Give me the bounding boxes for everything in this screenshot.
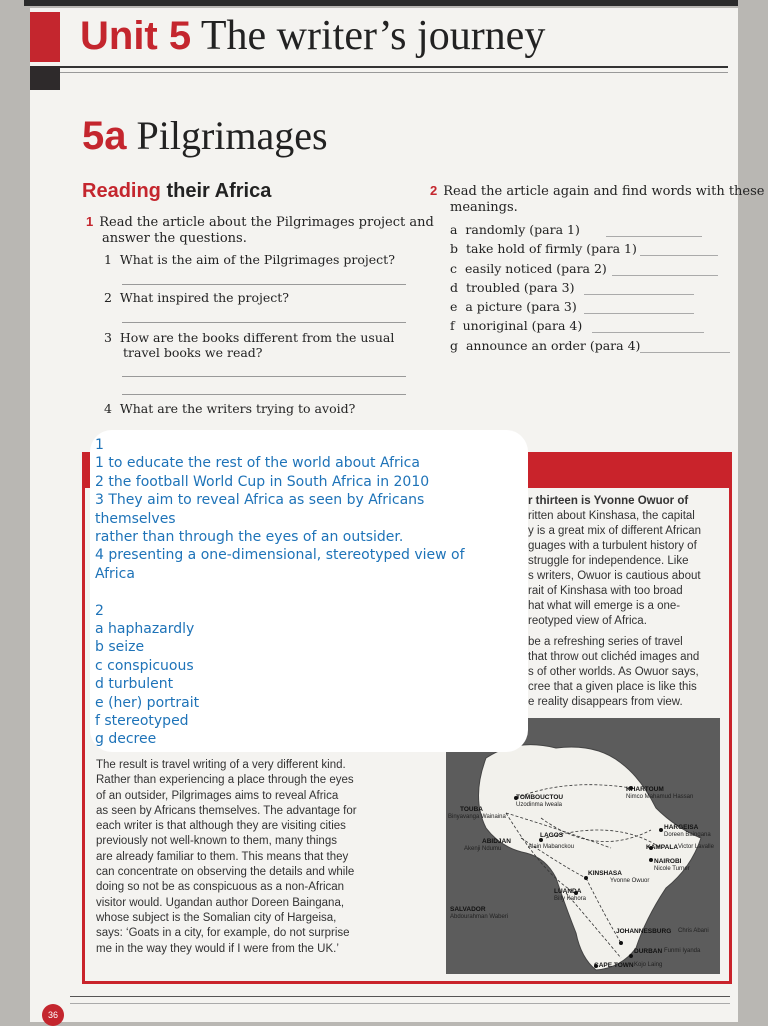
vocab-text: randomly (para 1) xyxy=(465,222,580,237)
city-label: LAGOS xyxy=(540,832,564,839)
city-marker xyxy=(629,954,633,958)
answer-line xyxy=(122,394,406,395)
article-line: cree that a given place is like this xyxy=(528,681,697,693)
article-line: rait of Kinshasa with too broad xyxy=(528,585,683,597)
vocab-text: troubled (para 3) xyxy=(465,280,575,295)
question-4 xyxy=(104,401,355,416)
article-left-column xyxy=(96,758,357,957)
city-label: KHARTOUM xyxy=(626,786,664,793)
article-line: e reality disappears from view. xyxy=(528,696,683,708)
answer-line xyxy=(592,332,704,333)
city-marker xyxy=(649,858,653,862)
article-line: hat what will emerge is a one- xyxy=(528,600,681,612)
question-number: 1 xyxy=(104,252,112,267)
article-line: visitor would. Ugandan author Doreen Baingana, xyxy=(96,896,345,909)
answer-heading-2: 2 xyxy=(95,602,104,619)
answer-line: 1 to educate the rest of the world about Africa xyxy=(95,455,420,472)
article-line: of an outsider, Pilgrimages aims to reveal Africa xyxy=(96,789,339,802)
article-line: that throw out clichéd images and xyxy=(528,651,700,663)
answer-line xyxy=(640,255,718,256)
exercise-1-instruction xyxy=(86,214,434,247)
writer-label: Akenji Ndumu xyxy=(464,846,502,852)
unit-title xyxy=(80,12,545,60)
article-line: The result is travel writing of a very different kind. xyxy=(96,759,346,771)
writer-label: Nimco Mahamud Hassan xyxy=(626,794,694,800)
unit-tab-dark xyxy=(30,66,60,90)
vocab-item-a xyxy=(450,222,580,237)
page-number-badge: 36 xyxy=(42,1004,64,1026)
section-number: 5a xyxy=(82,114,127,158)
exercise-2-number: 2 xyxy=(430,183,438,198)
unit-tab-red xyxy=(30,12,60,62)
writer-label: Victor Lavalle xyxy=(678,844,714,850)
city-label: KAMPALA xyxy=(646,844,679,851)
header-rule-thin xyxy=(60,72,728,73)
question-text: How are the books different from the usual xyxy=(119,330,395,345)
answer-line: Africa xyxy=(95,565,135,582)
answer-line xyxy=(584,294,694,295)
background-edge xyxy=(24,0,738,6)
article-line: y is a great mix of different African xyxy=(528,525,702,537)
footer-rule-thin xyxy=(70,1003,730,1004)
answer-line xyxy=(606,236,702,237)
question-number: 2 xyxy=(104,290,112,305)
city-label: HARGEISA xyxy=(664,824,699,831)
question-2 xyxy=(104,290,289,305)
header-rule xyxy=(60,66,728,68)
answer-line xyxy=(122,322,406,323)
writer-label: Yvonne Owuor xyxy=(610,878,650,884)
answer-line: rather than through the eyes of an outsider. xyxy=(95,529,404,545)
article-line: says: ‘Goats in a city, for example, do not surprise xyxy=(96,927,350,940)
vocab-text: unoriginal (para 4) xyxy=(462,318,583,333)
article-right-column xyxy=(528,494,701,710)
article-line: Rather than experiencing a place through the eyes xyxy=(96,774,354,787)
unit-label: Unit 5 xyxy=(80,14,192,58)
city-label: KINSHASA xyxy=(588,870,622,877)
question-number: 3 xyxy=(104,330,112,345)
vocab-letter: g xyxy=(450,338,459,353)
reading-subtitle: their Africa xyxy=(166,180,272,202)
article-line: ritten about Kinshasa, the capital xyxy=(528,510,695,522)
vocab-text: take hold of firmly (para 1) xyxy=(465,241,637,256)
exercise-2-line2: meanings. xyxy=(450,200,518,215)
writer-label: Alain Mabanckou xyxy=(528,844,575,850)
city-label: LUANDA xyxy=(554,888,582,895)
article-line: previously not well-known to them, many things xyxy=(96,835,337,848)
answer-line: e (her) portrait xyxy=(95,694,200,711)
exercise-2-instruction xyxy=(430,183,764,216)
reading-heading xyxy=(82,180,271,203)
article-line: me in the way they would if I were from the UK.’ xyxy=(96,942,339,955)
vocab-item-c xyxy=(450,261,607,276)
answer-line: 2 the football World Cup in South Africa in 2010 xyxy=(95,473,430,490)
city-marker xyxy=(619,941,623,945)
writer-label: Binyavanga Wainaina xyxy=(448,814,506,820)
vocab-item-f xyxy=(450,318,582,333)
article-line: are already familiar to them. This means that they xyxy=(96,850,349,863)
exercise-2-line1: Read the article again and find words with these xyxy=(443,184,765,199)
vocab-text: a picture (para 3) xyxy=(465,299,577,314)
question-1 xyxy=(104,252,395,267)
vocab-letter: c xyxy=(450,261,458,276)
answer-line: f stereotyped xyxy=(95,713,189,729)
city-label: NAIROBI xyxy=(654,858,682,865)
answers-overlay xyxy=(90,430,528,752)
section-title xyxy=(82,112,328,159)
vocab-item-e xyxy=(450,299,577,314)
vocab-text: announce an order (para 4) xyxy=(465,338,641,353)
africa-map xyxy=(446,718,720,974)
question-text: What inspired the project? xyxy=(119,290,290,305)
city-label: ABIDJAN xyxy=(482,838,511,845)
answer-line xyxy=(584,313,694,314)
city-label: TOMBOUCTOU xyxy=(516,794,564,801)
city-label: TOUBA xyxy=(460,806,483,813)
article-line: as seen by Africans themselves. The advantage for xyxy=(96,804,357,817)
answer-line xyxy=(122,284,406,285)
article-line: s writers, Owuor is cautious about xyxy=(528,570,701,582)
answer-line: g decree xyxy=(95,731,157,748)
section-name: Pilgrimages xyxy=(136,113,328,158)
footer-rule xyxy=(70,996,730,997)
writer-label: Doreen Baingana xyxy=(664,832,711,838)
question-number: 4 xyxy=(104,401,112,416)
exercise-1-line2: answer the questions. xyxy=(102,231,247,246)
writer-label: Uzodinma Iweala xyxy=(516,802,563,808)
article-line: doing so not be as conspicuous as a non-African xyxy=(96,881,345,894)
vocab-letter: d xyxy=(450,280,459,295)
writer-label: Nicole Turner xyxy=(654,866,690,872)
answer-line: c conspicuous xyxy=(95,657,194,674)
city-label: SALVADOR xyxy=(450,906,486,913)
unit-name: The writer’s journey xyxy=(200,13,546,59)
vocab-text: easily noticed (para 2) xyxy=(464,261,607,276)
writer-label: Kojo Laing xyxy=(634,962,663,968)
article-line: each writer is that although they are visiting cities xyxy=(96,820,346,833)
article-line: reotyped view of Africa. xyxy=(528,615,647,627)
question-3 xyxy=(104,330,394,360)
exercise-1-number: 1 xyxy=(86,214,94,229)
answer-line xyxy=(612,275,718,276)
city-marker xyxy=(659,828,663,832)
article-line: be a refreshing series of travel xyxy=(528,636,683,648)
question-text: What are the writers trying to avoid? xyxy=(119,401,356,416)
answer-line: 3 They aim to reveal Africa as seen by Africans xyxy=(95,492,425,509)
vocab-letter: e xyxy=(450,299,458,314)
city-label: DURBAN xyxy=(634,948,663,955)
article-line: guages with a turbulent history of xyxy=(528,540,697,552)
vocab-item-d xyxy=(450,280,574,295)
article-line: s of other worlds. As Owuor says, xyxy=(528,666,699,678)
writer-label: Billy Kahora xyxy=(554,896,587,902)
vocab-letter: f xyxy=(450,318,455,333)
exercise-1-line1: Read the article about the Pilgrimages project and xyxy=(99,215,434,230)
vocab-letter: a xyxy=(450,222,458,237)
article-line: struggle for independence. Like xyxy=(528,555,689,567)
reading-word: Reading xyxy=(82,180,161,202)
writer-label: Funmi Iyanda xyxy=(664,948,701,954)
answer-line xyxy=(640,352,730,353)
answer-line: b seize xyxy=(95,639,145,656)
writer-label: Abdourahman Waberi xyxy=(450,914,509,920)
vocab-item-g xyxy=(450,338,640,353)
question-text-cont: travel books we read? xyxy=(123,345,263,360)
question-text: What is the aim of the Pilgrimages project? xyxy=(119,252,395,267)
city-label: CAPE TOWN xyxy=(594,962,634,969)
article-line: r thirteen is Yvonne Owuor of xyxy=(528,495,689,507)
city-label: JOHANNESBURG xyxy=(616,928,672,935)
writer-label: Chris Abani xyxy=(678,928,709,934)
answer-heading-1: 1 xyxy=(95,437,104,453)
vocab-item-b xyxy=(450,241,637,256)
answer-line: d turbulent xyxy=(95,676,174,693)
vocab-letter: b xyxy=(450,241,459,256)
article-line: can concentrate on observing the details and while xyxy=(96,866,355,879)
answer-line: a haphazardly xyxy=(95,621,195,637)
answer-line: themselves xyxy=(95,510,176,527)
article-line: whose subject is the Somalian city of Hargeisa, xyxy=(96,911,337,924)
answer-line xyxy=(122,376,406,377)
answer-line: 4 presenting a one-dimensional, stereotyped view of xyxy=(95,547,465,564)
